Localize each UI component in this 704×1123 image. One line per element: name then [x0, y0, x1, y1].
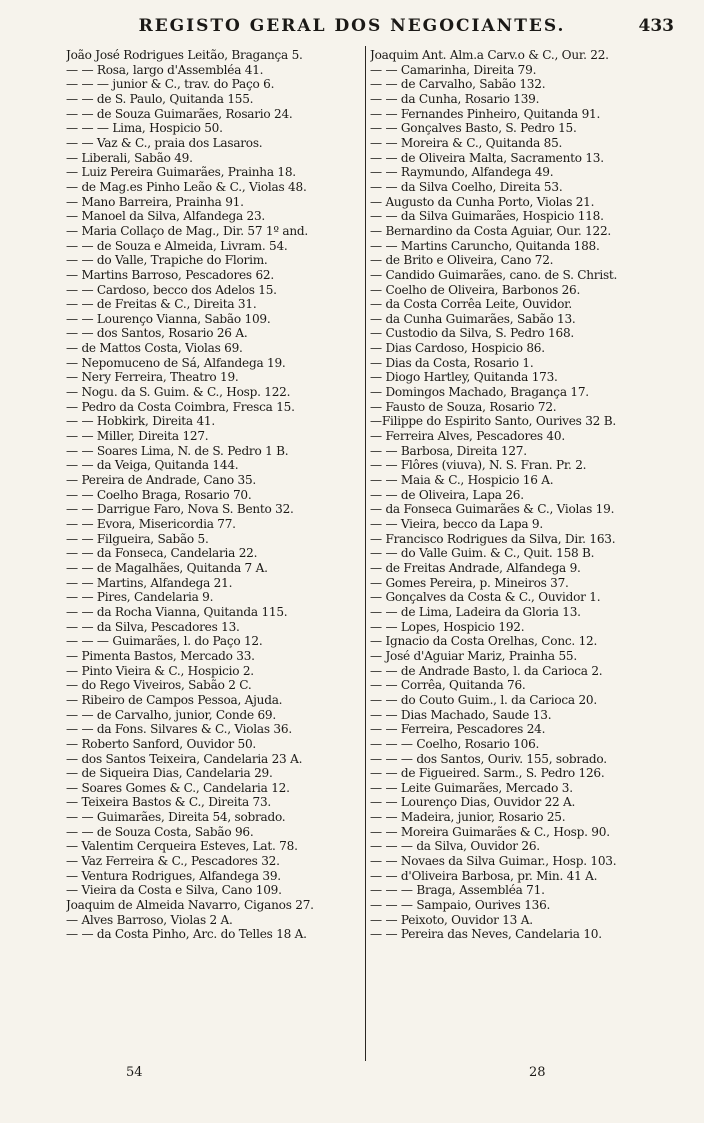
- directory-entry: — Nery Ferreira, Theatro 19.: [66, 370, 239, 385]
- directory-entry: — — — Lima, Hospicio 50.: [66, 121, 223, 136]
- directory-entry: — Fausto de Souza, Rosario 72.: [370, 399, 557, 414]
- directory-entry: — — — junior & C., trav. do Paço 6.: [66, 77, 275, 92]
- directory-entry: — — Lourenço Vianna, Sabão 109.: [66, 311, 271, 326]
- directory-entry: — dos Santos Teixeira, Candelaria 23 A.: [66, 751, 303, 766]
- directory-entry: — — Ferreira, Pescadores 24.: [370, 722, 546, 737]
- directory-entry: — — de Magalhães, Quitanda 7 A.: [66, 560, 268, 575]
- page-number: 433: [638, 16, 674, 36]
- directory-entry: — Manoel da Silva, Alfandega 23.: [66, 209, 266, 224]
- directory-entry: — — dos Santos, Rosario 26 A.: [66, 326, 248, 341]
- directory-entry: — — de Oliveira, Lapa 26.: [370, 487, 524, 502]
- directory-entry: — Maria Collaço de Mag., Dir. 57 1º and.: [66, 223, 308, 238]
- signature-mark-left: 54: [126, 1065, 143, 1080]
- directory-entry: João José Rodrigues Leitão, Bragança 5.: [66, 48, 303, 62]
- directory-entry: — — da Cunha, Rosario 139.: [370, 91, 540, 106]
- directory-entry: — de Mattos Costa, Violas 69.: [66, 341, 243, 356]
- directory-entry: — — Madeira, junior, Rosario 25.: [370, 810, 566, 825]
- directory-entry: — — d'Oliveira Barbosa, pr. Min. 41 A.: [370, 868, 598, 883]
- directory-entry: — Pereira de Andrade, Cano 35.: [66, 473, 257, 488]
- directory-entry: — — de Carvalho, Sabão 132.: [370, 77, 546, 92]
- directory-entry: — Vieira da Costa e Silva, Cano 109.: [66, 883, 282, 898]
- directory-entry: — — Pires, Candelaria 9.: [66, 590, 214, 605]
- directory-entry: — — Moreira Guimarães & C., Hosp. 90.: [370, 824, 610, 839]
- directory-entry: — da Fonseca Guimarães & C., Violas 19.: [370, 502, 615, 517]
- directory-entry: — — da Fonseca, Candelaria 22.: [66, 546, 258, 561]
- page-header: [0, 10, 704, 40]
- directory-entry: — Vaz Ferreira & C., Pescadores 32.: [66, 854, 280, 869]
- directory-entry: — — Cardoso, becco dos Adelos 15.: [66, 282, 277, 297]
- directory-entry: — — Fernandes Pinheiro, Quitanda 91.: [370, 106, 601, 121]
- directory-entry: — — Gonçalves Basto, S. Pedro 15.: [370, 121, 577, 136]
- directory-entry: — Martins Barroso, Pescadores 62.: [66, 267, 274, 282]
- directory-entry: — — da Silva, Pescadores 13.: [66, 619, 240, 634]
- directory-entry: — — Maia & C., Hospicio 16 A.: [370, 473, 554, 488]
- directory-entry: — Nogu. da S. Guim. & C., Hosp. 122.: [66, 385, 291, 400]
- directory-entry: — — do Valle Guim. & C., Quit. 158 B.: [370, 546, 595, 561]
- directory-entry: — Ventura Rodrigues, Alfandega 39.: [66, 868, 281, 883]
- directory-entry: — Pimenta Bastos, Mercado 33.: [66, 648, 255, 663]
- directory-entry: — Francisco Rodrigues da Silva, Dir. 163.: [370, 531, 616, 546]
- directory-entry: — — Leite Guimarães, Mercado 3.: [370, 780, 573, 795]
- directory-entry: — Ferreira Alves, Pescadores 40.: [370, 429, 565, 444]
- directory-entry: — — Darrigue Faro, Nova S. Bento 32.: [66, 502, 294, 517]
- directory-entry: — — Peixoto, Ouvidor 13 A.: [370, 912, 533, 927]
- directory-entry: — Custodio da Silva, S. Pedro 168.: [370, 326, 574, 341]
- directory-entry: — do Rego Viveiros, Sabão 2 C.: [66, 678, 252, 693]
- directory-entry: — — Lourenço Dias, Ouvidor 22 A.: [370, 795, 576, 810]
- directory-entry: — — Evora, Misericordia 77.: [66, 517, 236, 531]
- directory-entry: — — — Braga, Assembléa 71.: [370, 883, 545, 898]
- directory-entry: — Pedro da Costa Coimbra, Fresca 15.: [66, 399, 295, 414]
- directory-entry: — — de Souza Costa, Sabão 96.: [66, 824, 254, 839]
- directory-entry: — Roberto Sanford, Ouvidor 50.: [66, 736, 257, 751]
- directory-entry: — — Miller, Direita 127.: [66, 429, 209, 444]
- directory-entry: — — Lopes, Hospicio 192.: [370, 619, 525, 634]
- directory-entry: — — Flôres (viuva), N. S. Fran. Pr. 2.: [370, 458, 587, 473]
- directory-entry: — da Costa Corrêa Leite, Ouvidor.: [370, 297, 572, 312]
- directory-entry: — — Dias Machado, Saude 13.: [370, 707, 552, 722]
- directory-entry: — — Corrêa, Quitanda 76.: [370, 678, 526, 693]
- directory-entry: — Liberali, Sabão 49.: [66, 150, 193, 165]
- directory-entry: — Soares Gomes & C., Candelaria 12.: [66, 780, 290, 795]
- directory-entry: — — da Costa Pinho, Arc. do Telles 18 A.: [66, 927, 307, 942]
- directory-entry: — Luiz Pereira Guimarães, Prainha 18.: [66, 165, 296, 180]
- directory-entry: — — da Silva Coelho, Direita 53.: [370, 179, 563, 194]
- directory-entry: — Gomes Pereira, p. Mineiros 37.: [370, 575, 569, 590]
- directory-entry: — Domingos Machado, Bragança 17.: [370, 385, 589, 400]
- directory-entry: — — Hobkirk, Direita 41.: [66, 414, 215, 429]
- directory-entry: — — Vaz & C., praia dos Lasaros.: [66, 135, 263, 150]
- directory-entry: — — da Fons. Silvares & C., Violas 36.: [66, 722, 292, 737]
- directory-entry: — — — Sampaio, Ourives 136.: [370, 898, 551, 913]
- directory-entry: — de Siqueira Dias, Candelaria 29.: [66, 766, 273, 781]
- directory-entry: — — do Valle, Trapiche do Florim.: [66, 253, 268, 268]
- directory-entry: Joaquim Ant. Alm.a Carv.o & C., Our. 22.: [370, 48, 609, 62]
- directory-entry: — de Brito e Oliveira, Cano 72.: [370, 253, 554, 268]
- directory-entry: — — Coelho Braga, Rosario 70.: [66, 487, 252, 502]
- directory-entry: — — — da Silva, Ouvidor 26.: [370, 839, 540, 854]
- directory-entry: — — Raymundo, Alfandega 49.: [370, 165, 554, 180]
- directory-entry: — — de Souza Guimarães, Rosario 24.: [66, 106, 293, 121]
- directory-entry: — — da Rocha Vianna, Quitanda 115.: [66, 604, 288, 619]
- directory-entry: — — Soares Lima, N. de S. Pedro 1 B.: [66, 443, 289, 458]
- directory-entry: — — Novaes da Silva Guimar., Hosp. 103.: [370, 854, 617, 869]
- directory-entry: — Teixeira Bastos & C., Direita 73.: [66, 795, 271, 810]
- directory-entry: — — Vieira, becco da Lapa 9.: [370, 517, 543, 531]
- directory-entry: — — de Figueired. Sarm., S. Pedro 126.: [370, 766, 605, 781]
- directory-entry: — Ribeiro de Campos Pessoa, Ajuda.: [66, 692, 283, 707]
- directory-entry: Joaquim de Almeida Navarro, Ciganos 27.: [66, 898, 314, 913]
- directory-entry: — José d'Aguiar Mariz, Prainha 55.: [370, 648, 577, 663]
- directory-entry: — — de Lima, Ladeira da Gloria 13.: [370, 604, 581, 619]
- directory-entry: —Filippe do Espirito Santo, Ourives 32 B.: [370, 414, 616, 429]
- directory-entry: — — Martins, Alfandega 21.: [66, 575, 233, 590]
- right-column: [370, 48, 688, 942]
- directory-entry: — Diogo Hartley, Quitanda 173.: [370, 370, 558, 385]
- directory-entry: — — de Carvalho, junior, Conde 69.: [66, 707, 276, 722]
- directory-entry: — Dias da Costa, Rosario 1.: [370, 355, 534, 370]
- directory-entry: — Nepomuceno de Sá, Alfandega 19.: [66, 355, 286, 370]
- directory-entry: — — de Andrade Basto, l. da Carioca 2.: [370, 663, 603, 678]
- directory-entry: — Dias Cardoso, Hospicio 86.: [370, 341, 545, 356]
- directory-entry: — — — Coelho, Rosario 106.: [370, 736, 540, 751]
- directory-entry: — — Moreira & C., Quitanda 85.: [370, 135, 563, 150]
- directory-entry: — — do Couto Guim., l. da Carioca 20.: [370, 692, 597, 707]
- directory-entry: — — da Veiga, Quitanda 144.: [66, 458, 239, 473]
- directory-entry: — — Guimarães, Direita 54, sobrado.: [66, 810, 286, 825]
- directory-entry: — Alves Barroso, Violas 2 A.: [66, 912, 233, 927]
- directory-entry: — — Barbosa, Direita 127.: [370, 443, 527, 458]
- directory-entry: — — da Silva Guimarães, Hospicio 118.: [370, 209, 604, 224]
- directory-entry: — — — dos Santos, Ouriv. 155, sobrado.: [370, 751, 607, 766]
- signature-mark-right: 28: [529, 1065, 546, 1080]
- directory-entry: — Pinto Vieira & C., Hospicio 2.: [66, 663, 254, 678]
- directory-entry: — Valentim Cerqueira Esteves, Lat. 78.: [66, 839, 298, 854]
- running-head: REGISTO GERAL DOS NEGOCIANTES.: [138, 16, 566, 36]
- column-divider: [365, 46, 366, 1061]
- directory-entry: — — Martins Caruncho, Quitanda 188.: [370, 238, 600, 253]
- directory-entry: — Candido Guimarães, cano. de S. Christ.: [370, 267, 618, 282]
- directory-entry: — — Filgueira, Sabão 5.: [66, 531, 209, 546]
- directory-entry: — — Pereira das Neves, Candelaria 10.: [370, 927, 602, 942]
- directory-entry: — Ignacio da Costa Orelhas, Conc. 12.: [370, 634, 598, 649]
- left-column: [66, 48, 362, 942]
- directory-entry: — — Camarinha, Direita 79.: [370, 62, 537, 77]
- directory-entry: — Mano Barreira, Prainha 91.: [66, 194, 244, 209]
- directory-entry: — Augusto da Cunha Porto, Violas 21.: [370, 194, 595, 209]
- directory-entry: — de Freitas Andrade, Alfandega 9.: [370, 560, 581, 575]
- directory-entry: — da Cunha Guimarães, Sabão 13.: [370, 311, 576, 326]
- directory-entry: — — de Freitas & C., Direita 31.: [66, 297, 257, 312]
- directory-entry: — de Mag.es Pinho Leão & C., Violas 48.: [66, 179, 307, 194]
- directory-entry: — — de Souza e Almeida, Livram. 54.: [66, 238, 288, 253]
- directory-entry: — — de S. Paulo, Quitanda 155.: [66, 91, 254, 106]
- directory-entry: — — — Guimarães, l. do Paço 12.: [66, 634, 263, 649]
- directory-entry: — Coelho de Oliveira, Barbonos 26.: [370, 282, 581, 297]
- directory-entry: — Gonçalves da Costa & C., Ouvidor 1.: [370, 590, 601, 605]
- directory-entry: — Bernardino da Costa Aguiar, Our. 122.: [370, 223, 612, 238]
- directory-entry: — — Rosa, largo d'Assembléa 41.: [66, 62, 264, 77]
- directory-entry: — — de Oliveira Malta, Sacramento 13.: [370, 150, 604, 165]
